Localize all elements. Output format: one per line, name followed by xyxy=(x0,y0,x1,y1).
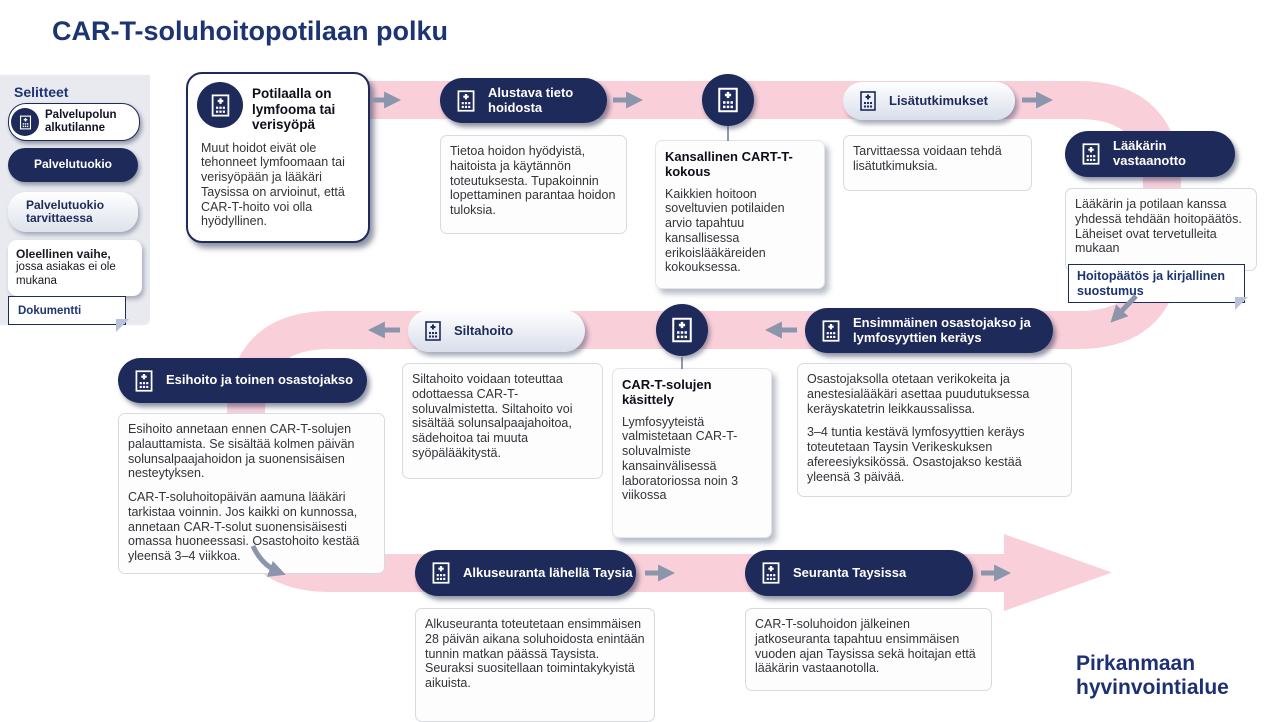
note-text: Esihoito annetaan ennen CAR-T-solujen palauttamista. Se sisältää kolmen päivän solunsalpaajahoidon ja suonensisäisen nesteytyksen. xyxy=(128,422,355,481)
card-text: Lymfosyyteistä valmistetaan CAR-T-soluvalmiste kansainvälisessä laboratoriossa noin 3 viikossa xyxy=(622,414,739,503)
legend-optional-label: Palvelutuokio tarvittaessa xyxy=(26,197,105,225)
hospital-icon xyxy=(758,560,784,586)
hospital-icon xyxy=(818,318,844,344)
step-title: Ensimmäinen osastojakso ja lymfosyyttien keräys xyxy=(853,314,1031,345)
note-text: Osastojaksolla otetaan verikokeita ja anestesialääkäri asettaa puudutuksessa keräyskatetrin leikkaussalissa. xyxy=(807,372,1030,416)
step-card-header xyxy=(188,74,368,133)
step-title: Seuranta Taysissa xyxy=(793,564,907,580)
legend-title: Selitteet xyxy=(14,84,69,100)
legend-phase-label-bold: Oleellinen vaihe, xyxy=(16,247,111,261)
note-text: Siltahoito voidaan toteuttaa odottaessa CAR-T-soluvalmistetta. Siltahoito voi sisältää solunsalpaajahoitoa, sädehoitoa tai muuta syöpälääkitystä. xyxy=(412,372,573,460)
step-pill-initial-info xyxy=(440,78,607,123)
hospital-icon xyxy=(856,89,880,113)
hospital-icon xyxy=(453,88,479,114)
ribbon-arrowhead xyxy=(1004,534,1112,611)
hospital-icon xyxy=(197,82,243,128)
step-title: Lisätutkimukset xyxy=(889,92,988,108)
step-pill-early-followup xyxy=(415,550,636,596)
note-text: 3–4 tuntia kestävä lymfosyyttien keräys toteutetaan Taysin Verikeskuksen afereesiyksikössä. Osastojakso kestää yleensä 3 päivää. xyxy=(807,425,1025,484)
note-pretreatment xyxy=(118,413,385,574)
note-initial-info xyxy=(440,135,627,234)
note-text: Tietoa hoidon hyödyistä, haitoista ja käytännön toteutuksesta. Tupakoinnin lopettaminen parantaa hoidon tuloksia. xyxy=(450,144,616,217)
step-circle-cell-processing xyxy=(656,304,708,356)
page-title: CAR-T-soluhoitopotilaan polku xyxy=(52,16,448,46)
legend-document-label: Dokumentti xyxy=(18,304,82,317)
legend-item-optional xyxy=(8,192,138,232)
note-text: Tarvittaessa voidaan tehdä lisätutkimuksia. xyxy=(853,144,1002,173)
step-title: Alustava tieto hoidosta xyxy=(488,84,574,115)
card-text: Kaikkien hoitoon soveltuvien potilaiden arvio tapahtuu kansallisessa erikoislääkäreiden kokouksessa. xyxy=(665,186,785,275)
card-title: CAR-T-solujen käsittely xyxy=(622,377,712,408)
step-title: Lääkärin vastaanotto xyxy=(1113,138,1186,168)
document-label: Hoitopäätös ja kirjallinen suostumus xyxy=(1077,269,1225,298)
card-national-meeting xyxy=(655,140,825,289)
step-pill-first-ward xyxy=(805,308,1053,353)
hospital-icon xyxy=(131,368,157,394)
document-consent xyxy=(1068,264,1245,303)
step-pill-bridging xyxy=(408,310,585,352)
legend-item-document xyxy=(8,296,126,325)
note-text: CAR-T-soluhoitopäivän aamuna lääkäri tarkistaa voinnin. Jos kaikki on kunnossa, annetaan CAR-T-solut suonensisäisesti omassa huoneessasi. Osastohoito kestää yleensä 3–4 viikkoa. xyxy=(128,490,360,563)
hospital-icon xyxy=(421,319,445,343)
card-title: Kansallinen CART-T-kokous xyxy=(665,149,793,180)
note-text: Alkuseuranta toteutetaan ensimmäisen 28 päivän aikana soluhoidosta enintään tunnin matkan päässä Taysista. Seuraksi suositellaan toimintakykyistä aikuista. xyxy=(425,617,645,690)
step-title: Alkuseuranta lähellä Taysia xyxy=(463,564,633,580)
hospital-icon xyxy=(11,108,39,136)
step-title: Esihoito ja toinen osastojakso xyxy=(166,372,354,388)
folded-corner-icon xyxy=(116,319,129,332)
step-card-lymphoma xyxy=(186,72,370,243)
folded-corner-icon xyxy=(1235,297,1248,310)
note-text: Lääkärin ja potilaan kanssa yhdessä tehdään hoitopäätös. Läheiset ovat tervetulleita mukaan xyxy=(1075,197,1242,256)
legend-item-start xyxy=(8,103,140,141)
hospital-icon xyxy=(428,560,454,586)
step-title: Siltahoito xyxy=(454,322,514,338)
hospital-icon xyxy=(713,85,743,115)
step-title: Potilaalla on lymfooma tai verisyöpä xyxy=(252,86,336,133)
hospital-icon xyxy=(667,315,697,345)
step-circle-national-meeting xyxy=(702,74,754,126)
note-text: CAR-T-soluhoidon jälkeinen jatkoseuranta tapahtuu ensimmäisen vuoden ajan Taysissa sekä hoitajan että lääkärin vastaanotolla. xyxy=(755,617,976,676)
legend-touchpoint-label: Palvelutuokio xyxy=(33,157,113,172)
step-pill-doctor-appointment xyxy=(1065,131,1235,177)
organization-logo xyxy=(1076,652,1229,700)
note-early-followup xyxy=(415,608,655,722)
step-body: Muut hoidot eivät ole tehonneet lymfoomaan tai verisyöpään ja lääkäri Taysissa on arvioinut, että CAR-T-hoito voi olla hyödyllinen. xyxy=(201,140,345,229)
note-doctor-appointment xyxy=(1065,188,1257,271)
legend-phase-label-rest: jossa asiakas ei ole mukana xyxy=(16,261,116,288)
legend-start-label: Palvelupolun alkutilanne xyxy=(45,109,117,134)
note-additional-tests xyxy=(843,135,1032,191)
legend-item-touchpoint xyxy=(8,148,138,182)
note-bridging xyxy=(402,363,603,479)
card-cell-processing xyxy=(612,368,772,538)
step-pill-pretreatment xyxy=(118,358,367,403)
hospital-icon xyxy=(1078,141,1104,167)
step-pill-followup-tays xyxy=(745,550,973,596)
step-pill-additional-tests xyxy=(843,82,1015,120)
logo-line2: hyvinvointialue xyxy=(1076,676,1229,700)
legend-item-phase xyxy=(8,240,142,296)
note-followup-tays xyxy=(745,608,992,691)
logo-line1: Pirkanmaan xyxy=(1076,652,1196,675)
note-first-ward xyxy=(797,363,1072,497)
